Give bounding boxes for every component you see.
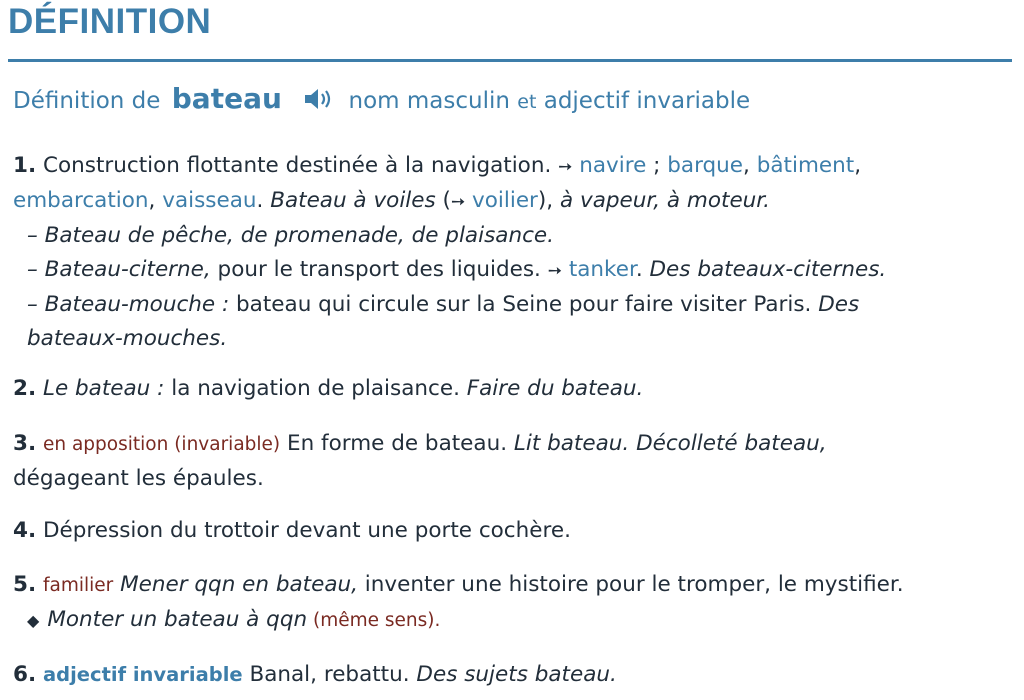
example: Le bateau : (42, 376, 165, 401)
link-embarcation[interactable]: embarcation (13, 188, 149, 213)
example: Mener qqn en bateau, (113, 572, 358, 597)
definition-text: Dépression du trottoir devant une porte cochère. (42, 518, 571, 543)
example: Lit bateau. Décolleté bateau, (507, 431, 827, 456)
entry-header (13, 82, 750, 115)
subsense-term: – Bateau-citerne, (27, 257, 211, 282)
link-vaisseau[interactable]: vaisseau (162, 188, 257, 213)
link-voilier[interactable]: voilier (472, 188, 538, 213)
link-navire[interactable]: navire (579, 153, 647, 178)
definition-number: 6. (13, 662, 37, 687)
header-prefix: Définition de (13, 88, 161, 114)
example-bateau-a-voiles: Bateau à voiles (270, 188, 436, 213)
subsense-example-cont: bateaux-mouches. (27, 326, 228, 351)
link-tanker[interactable]: tanker (568, 257, 636, 282)
example-vapeur-moteur: à vapeur, à moteur. (553, 188, 771, 213)
definition-6 (13, 658, 1016, 692)
subsense-text: pour le transport des liquides. (210, 257, 548, 282)
example: Monter un bateau à qqn (47, 607, 308, 632)
usage-label: (même sens). (307, 610, 441, 631)
subsense-example: Des bateaux-citernes. (642, 257, 887, 282)
usage-label: en apposition (invariable) (42, 434, 281, 455)
title-divider (8, 59, 1012, 62)
subsense-monter-un-bateau (13, 603, 1016, 638)
pos-adjectif-invariable: adjectif invariable (543, 88, 751, 114)
pos-connector: et (517, 91, 537, 113)
definition-text: la navigation de plaisance. (164, 376, 460, 401)
pos-nom-masculin: nom masculin (348, 88, 510, 114)
subsense-text: bateau qui circule sur la Seine pour faire visiter Paris. (229, 292, 812, 317)
subsense-term: – Bateau-mouche : (27, 292, 230, 317)
section-title: DÉFINITION (8, 2, 212, 41)
pos-label: adjectif invariable (42, 663, 243, 686)
subsense-bateau-mouche (13, 288, 1016, 356)
link-barque[interactable]: barque (667, 153, 744, 178)
definition-text-cont: dégageant les épaules. (13, 466, 264, 491)
separator: ), (537, 188, 554, 213)
subsense-bateau-de-peche: – Bateau de pêche, de promenade, de plaisance. (27, 223, 554, 248)
separator: ; (646, 153, 668, 178)
definition-number: 4. (13, 518, 37, 543)
separator: , (148, 188, 163, 213)
definition-number: 2. (13, 376, 37, 401)
subsense-bateau-citerne (13, 253, 1016, 288)
separator: , (743, 153, 757, 178)
link-batiment[interactable]: bâtiment (756, 153, 855, 178)
arrow-icon: ➙ (547, 261, 562, 281)
diamond-icon: ◆ (27, 611, 40, 630)
arrow-icon: ➙ (450, 192, 466, 212)
definition-text: inventer une histoire pour le tromper, le mystifier. (357, 572, 904, 597)
definition-text: Banal, rebattu. (242, 662, 410, 687)
definition-1-main (13, 149, 1016, 219)
separator: ( (435, 188, 451, 213)
speaker-icon[interactable] (303, 88, 337, 110)
definition-text: En forme de bateau. (280, 431, 508, 456)
usage-label: familier (42, 575, 114, 596)
definition-1 (13, 149, 1016, 356)
separator: . (635, 257, 643, 282)
definition-2 (13, 372, 1016, 406)
definition-4 (13, 514, 1016, 548)
definition-number: 1. (13, 153, 37, 178)
arrow-icon: ➙ (558, 157, 573, 177)
definition-5 (13, 568, 1016, 638)
separator: , (854, 153, 862, 178)
definition-text: Construction flottante destinée à la navigation. (42, 153, 552, 178)
separator: . (256, 188, 264, 213)
example: Des sujets bateau. (409, 662, 617, 687)
definition-3 (13, 427, 1016, 496)
example: Faire du bateau. (459, 376, 644, 401)
subsense-example: Des (811, 292, 860, 317)
definition-number: 5. (13, 572, 37, 597)
definition-number: 3. (13, 431, 37, 456)
headword: bateau (171, 82, 282, 115)
